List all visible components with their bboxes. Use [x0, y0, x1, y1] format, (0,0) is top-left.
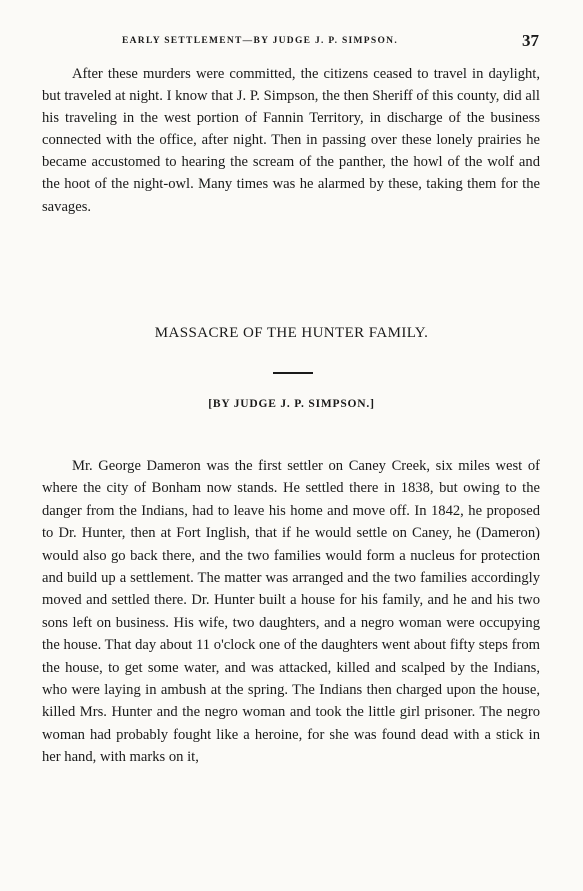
title-divider — [273, 372, 313, 374]
section-body-paragraph: Mr. George Dameron was the first settler on Caney Creek, six miles west of where the city of Bonham now stands. He settled there in 1838, but owing to the danger from the Indians, had to leave his home and move off. In 1842, he proposed to Dr. Hunter, then at Fort Inglish, that if he would settle on Caney, he (Dameron) would also go back there, and the two families would form a nucleus for protection and build up a settlement. The matter was arranged and the two families accordingly moved and settled there. Dr. Hunter built a house for his family, and he and his two sons left on business. His wife, two daughters, and a negro woman were occupying the house. That day about 11 o'clock one of the daughters went about fifty steps from the house, to get some water, and was attacked, killed and scalped by the Indians, who were laying in ambush at the spring. The Indians then charged upon the house, killed Mrs. Hunter and the negro woman and took the little girl prisoner. The negro woman had probably fought like a heroine, for she was found dead with a stick in her hand, with marks on it, — [42, 458, 540, 766]
intro-paragraph: After these murders were committed, the citizens ceased to travel in daylight, but traveled at night. I know that J. P. Simpson, the then Sheriff of this county, did all his traveling in the west portion of Fannin Territory, in discharge of the business connected with the office, after night. Then in passing over these lonely prairies he became accustomed to hearing the scream of the panther, the howl of the wolf and the hoot of the night-owl. Many times was he alarmed by these, taking them for the savages. — [42, 66, 540, 215]
running-head: EARLY SETTLEMENT—BY JUDGE J. P. SIMPSON. — [122, 36, 399, 46]
page-number: 37 — [522, 31, 539, 50]
section-byline: [BY JUDGE J. P. SIMPSON.] — [208, 398, 375, 410]
section-title: MASSACRE OF THE HUNTER FAMILY. — [154, 325, 429, 341]
